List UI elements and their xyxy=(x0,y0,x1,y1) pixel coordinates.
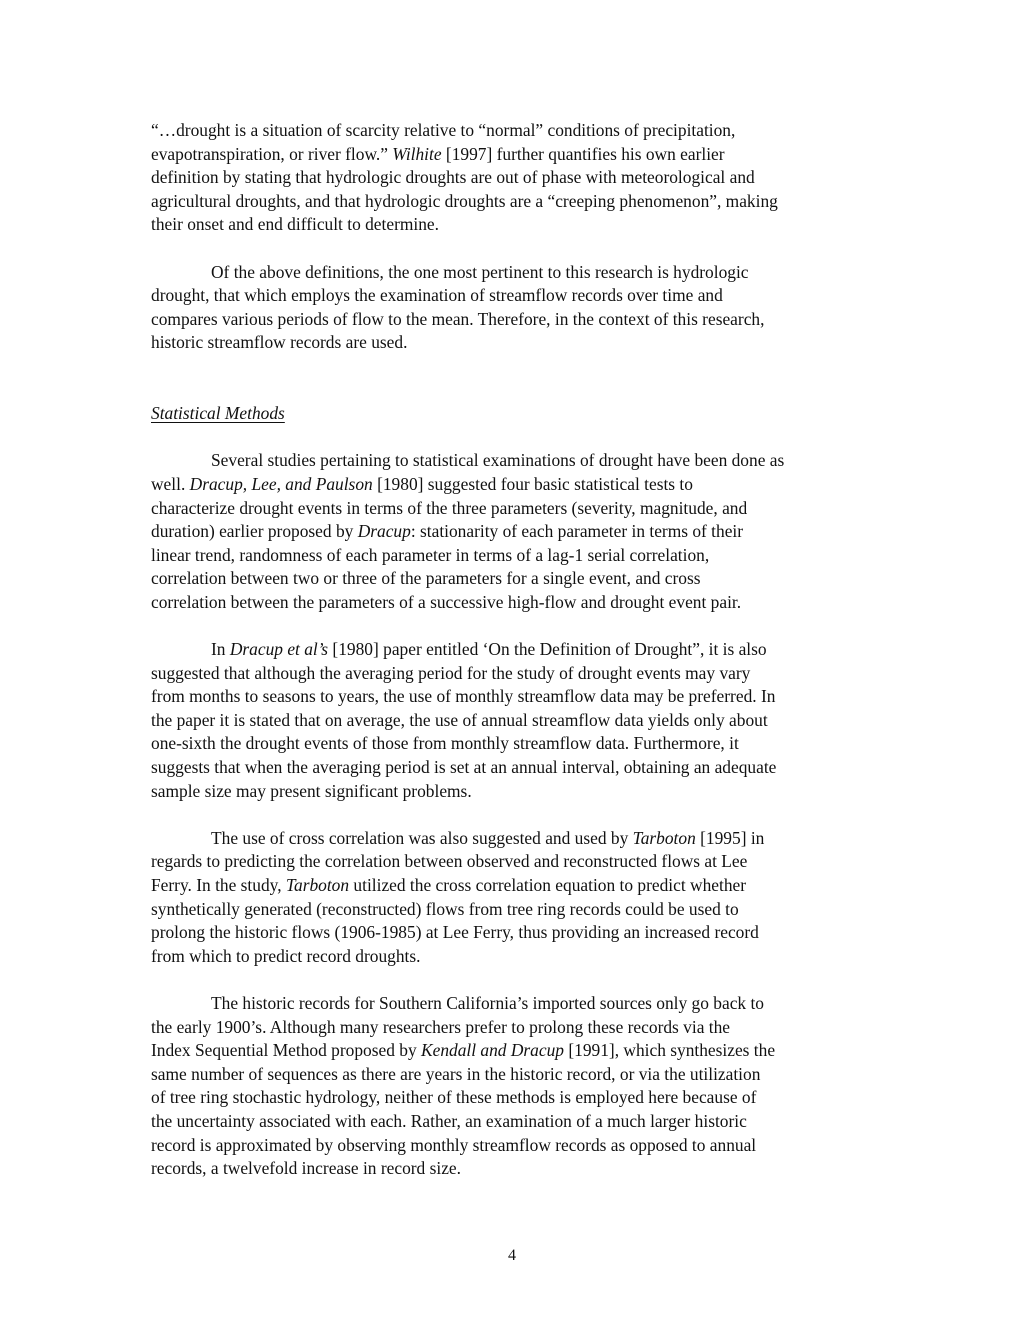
text-line: The historic records for Southern California’s imported sources only go back to xyxy=(211,992,764,1013)
paragraph-spacer xyxy=(151,426,881,450)
text-line: Several studies pertaining to statistical examinations of drought have been done as xyxy=(211,450,785,471)
text-line: Of the above definitions, the one most pertinent to this research is hydrologic xyxy=(211,261,749,282)
text-line: Index Sequential Method proposed by Kendall and Dracup [1991], which synthesizes the xyxy=(151,1040,776,1061)
paragraph-historic-records xyxy=(151,992,881,1181)
section-heading: Statistical Methods xyxy=(151,403,285,424)
italic-citation: Tarboton xyxy=(285,875,350,895)
paragraph-drought-definition-continued xyxy=(151,119,881,237)
paragraph-statistical-tests xyxy=(151,449,881,614)
text-line: one-sixth the drought events of those from monthly streamflow data. Furthermore, it xyxy=(151,733,739,754)
paragraph-spacer xyxy=(151,803,881,827)
text-line: correlation between the parameters of a successive high-flow and drought event pair. xyxy=(151,591,742,612)
text-line: suggests that when the averaging period is set at an annual interval, obtaining an adequate xyxy=(151,757,777,778)
text-line: the paper it is stated that on average, the use of annual streamflow data yields only about xyxy=(151,709,768,730)
text-line: agricultural droughts, and that hydrologic droughts are a “creeping phenomenon”, making xyxy=(151,190,778,211)
text-line: record is approximated by observing monthly streamflow records as opposed to annual xyxy=(151,1134,757,1155)
paragraph-spacer xyxy=(151,237,881,261)
italic-citation: Tarboton xyxy=(632,827,696,848)
italic-citation: Dracup, Lee, and Paulson xyxy=(189,473,373,494)
text-line: suggested that although the averaging period for the study of drought events may vary xyxy=(151,662,751,683)
italic-citation: Kendall and Dracup xyxy=(421,1040,564,1061)
paragraph-spacer xyxy=(151,614,881,638)
text-line: In Dracup et al’s [1980] paper entitled ‘On the Definition of Drought”, it is also xyxy=(211,639,767,660)
document-body xyxy=(151,119,881,1181)
paragraph-spacer xyxy=(151,355,881,379)
italic-citation: Dracup xyxy=(357,521,411,542)
italic-citation: Wilhite xyxy=(392,143,442,164)
text-line: synthetically generated (reconstructed) flows from tree ring records could be used to xyxy=(151,898,739,919)
text-line: correlation between two or three of the parameters for a single event, and cross xyxy=(151,568,701,589)
paragraph-spacer xyxy=(151,968,881,992)
text-line: same number of sequences as there are years in the historic record, or via the utilization xyxy=(151,1063,761,1084)
text-line: characterize drought events in terms of the three parameters (severity, magnitude, and xyxy=(151,497,748,518)
text-line: “…drought is a situation of scarcity relative to “normal” conditions of precipitation, xyxy=(151,120,736,140)
text-line: from which to predict record droughts. xyxy=(151,945,421,966)
text-line: their onset and end difficult to determine. xyxy=(151,214,439,235)
text-line: drought, that which employs the examination of streamflow records over time and xyxy=(151,285,723,306)
italic-citation: Dracup et al’s xyxy=(229,639,329,660)
text-line: The use of cross correlation was also suggested and used by Tarboton [1995] in xyxy=(211,827,765,848)
paragraph-averaging-period xyxy=(151,638,881,803)
text-line: evapotranspiration, or river flow.” Wilhite [1997] further quantifies his own earlier xyxy=(151,143,725,164)
text-line: historic streamflow records are used. xyxy=(151,332,408,353)
page-number: 4 xyxy=(508,1247,516,1264)
text-line: records, a twelvefold increase in record size. xyxy=(151,1158,461,1179)
paragraph-cross-correlation xyxy=(151,827,881,969)
text-line: of tree ring stochastic hydrology, neither of these methods is employed here because of xyxy=(151,1087,757,1108)
text-line: compares various periods of flow to the mean. Therefore, in the context of this research, xyxy=(151,308,765,329)
text-line: well. Dracup, Lee, and Paulson [1980] suggested four basic statistical tests to xyxy=(151,473,693,494)
text-line: from months to seasons to years, the use of monthly streamflow data may be preferred. In xyxy=(151,686,776,707)
text-line: duration) earlier proposed by Dracup: stationarity of each parameter in terms of their xyxy=(151,521,744,542)
paragraph-spacer xyxy=(151,379,881,403)
text-line: definition by stating that hydrologic droughts are out of phase with meteorological and xyxy=(151,167,755,188)
text-line: Ferry. In the study, Tarboton utilized the cross correlation equation to predict whether xyxy=(151,875,747,895)
text-line: sample size may present significant problems. xyxy=(151,780,472,801)
text-line: regards to predicting the correlation between observed and reconstructed flows at Lee xyxy=(151,851,748,872)
text-line: the uncertainty associated with each. Rather, an examination of a much larger historic xyxy=(151,1110,747,1131)
text-line: linear trend, randomness of each parameter in terms of a lag-1 serial correlation, xyxy=(151,544,710,565)
text-line: the early 1900’s. Although many researchers prefer to prolong these records via the xyxy=(151,1016,731,1037)
paragraph-hydrologic-drought xyxy=(151,261,881,355)
text-line: prolong the historic flows (1906-1985) at Lee Ferry, thus providing an increased record xyxy=(151,922,759,943)
